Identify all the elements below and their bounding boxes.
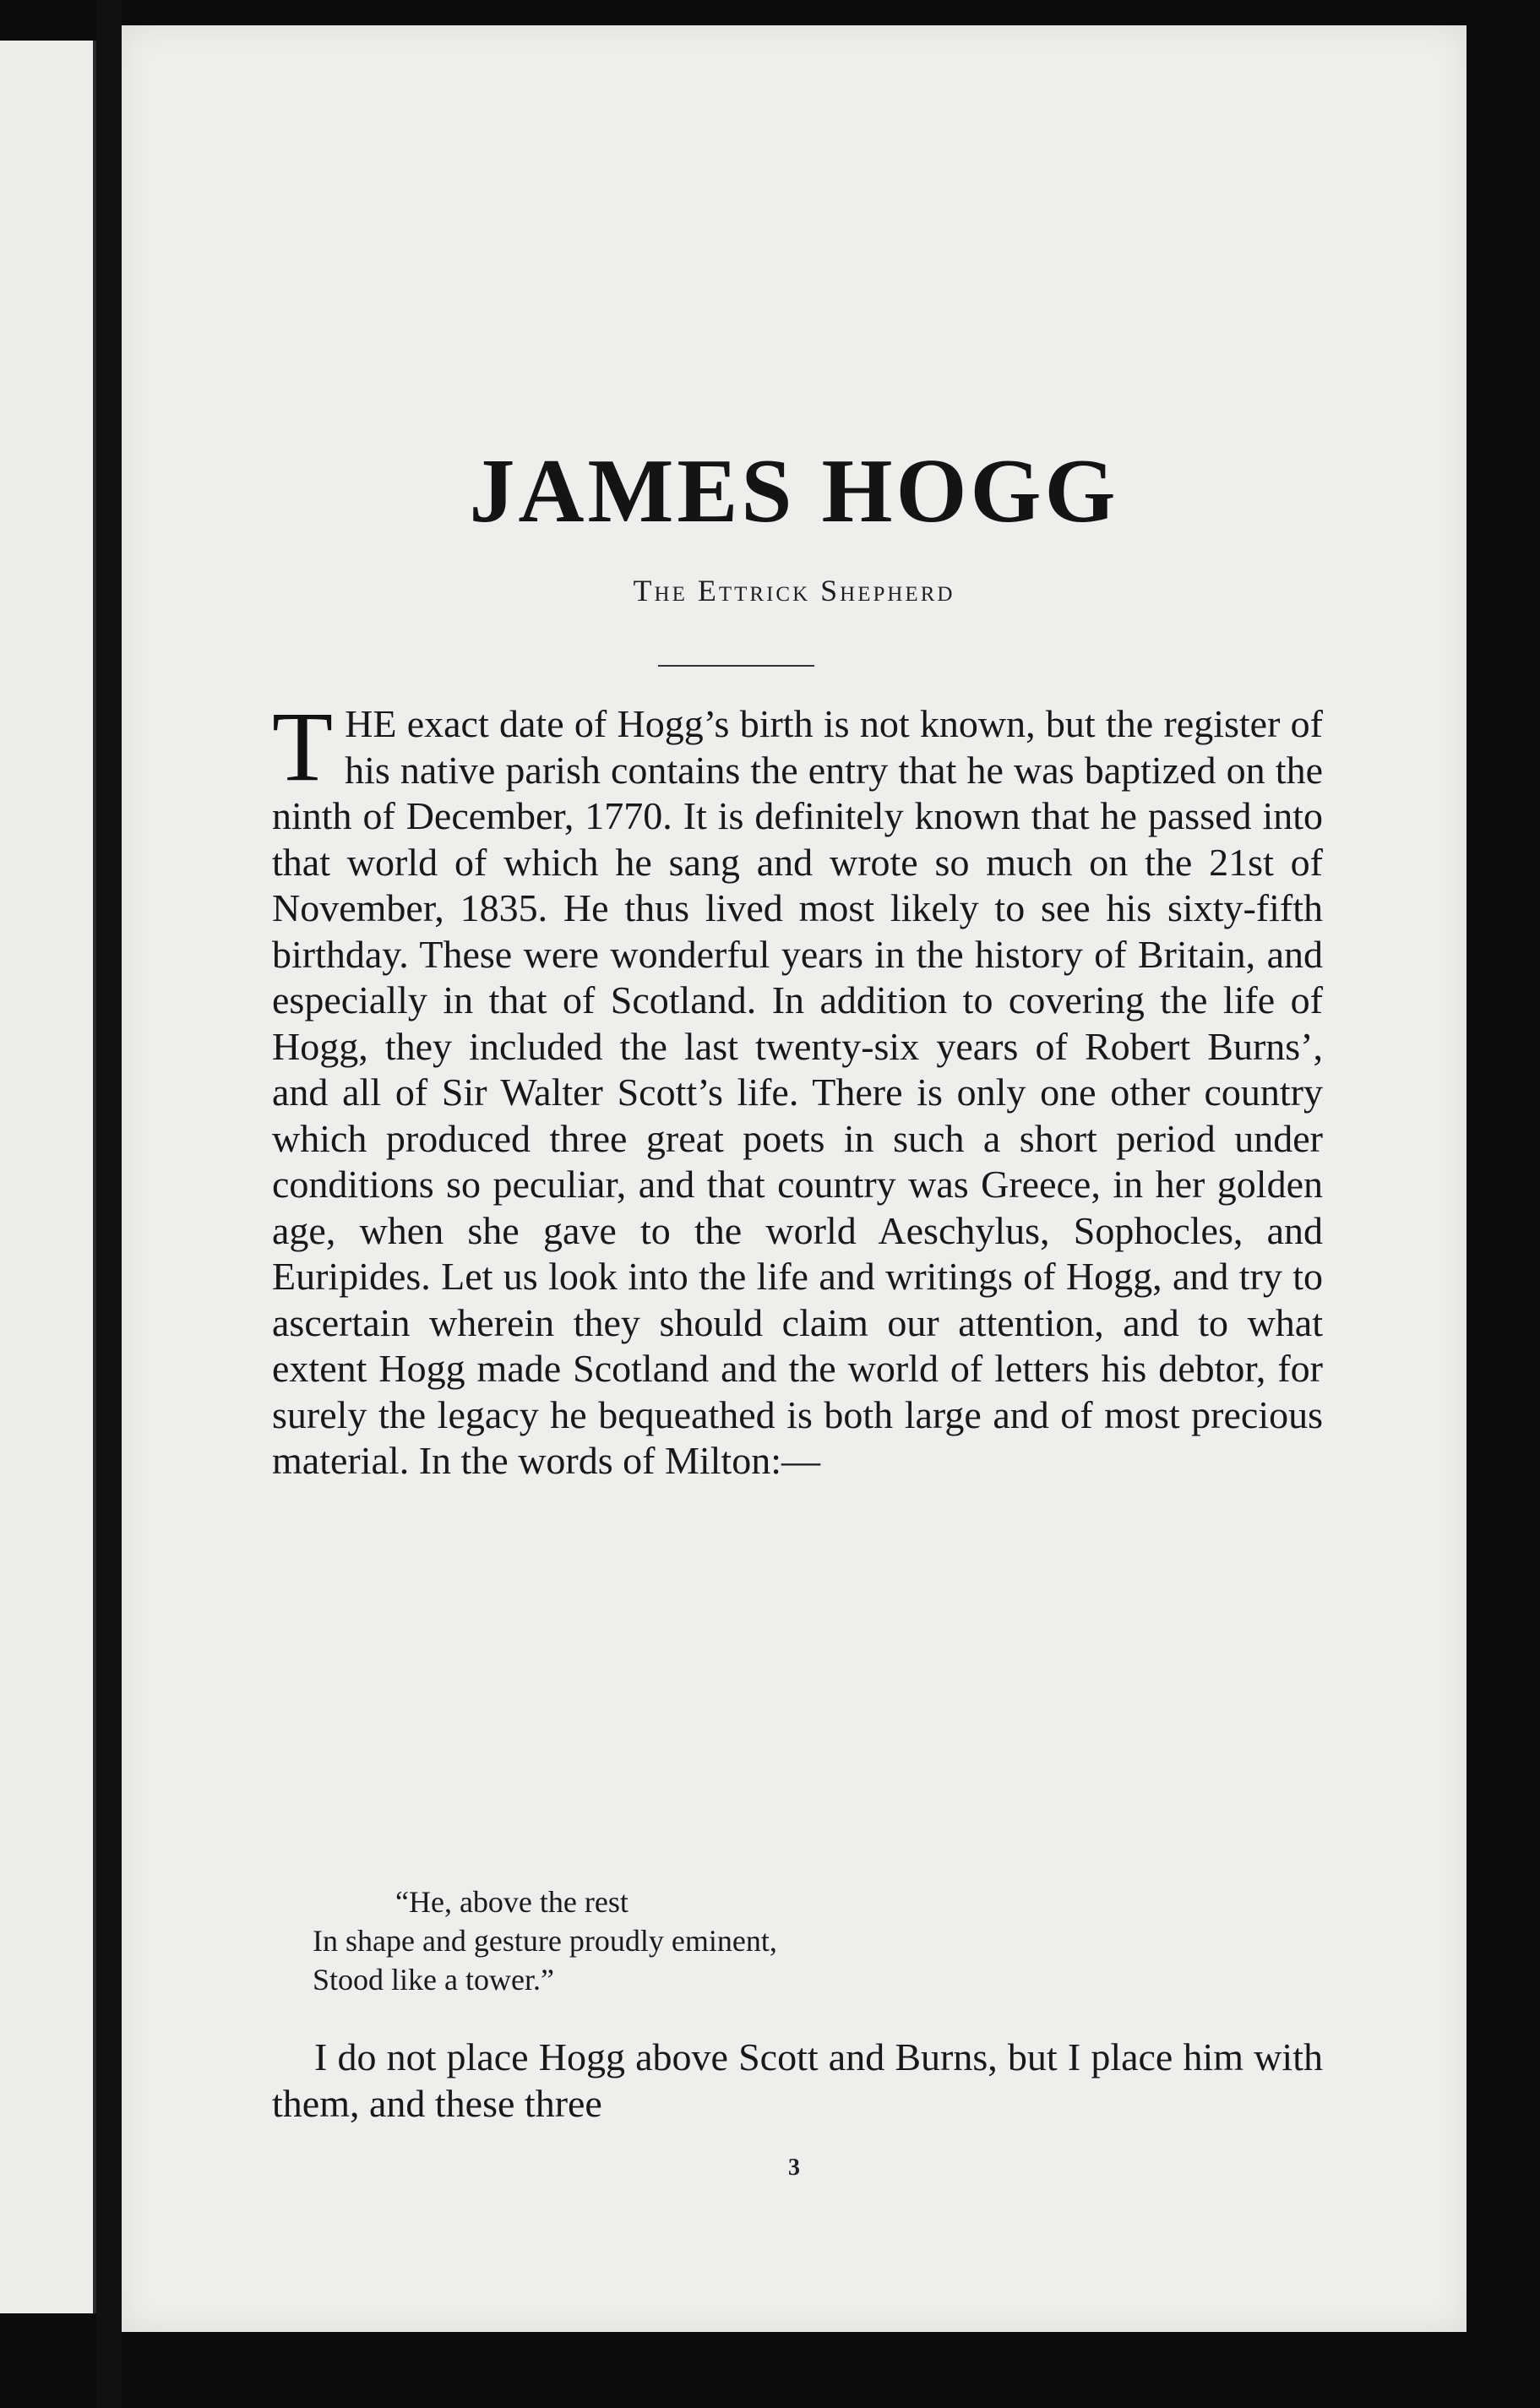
page-subtitle: The Ettrick Shepherd [633,574,955,607]
quote-line: In shape and gesture proudly eminent, [313,1924,777,1958]
book-page [122,25,1467,2332]
page-title: JAMES HOGG [469,441,1119,542]
quote-line: “He, above the rest [395,1885,629,1919]
facing-page-edge [0,41,96,2313]
drop-cap: T [272,691,334,802]
body-paragraph-2: I do not place Hogg above Scott and Burns, but I place him with them, and these three [272,2035,1323,2125]
paragraph-1-text: HE exact date of Hogg’s birth is not known, but the register of his native parish contains the entry that he was baptized on the ninth of December, 1770. It is definitely known that he passed into that world of which he sang and wrote so much on the 21st of November, 1835. He thus lived most likely to see his sixty-fifth birthday. These were wonderful years in the history of Britain, and especially in that of Scotland. In addition to covering the life of Hogg, they included the last twenty-six years of Robert Burns’, and all of Sir Walter Scott’s life. There is only one other country which produced three great poets in such a short period under conditions so peculiar, and that country was Greece, in her golden age, when she gave to the world Aeschylus, Sophocles, and Euripides. Let us look into the life and writings of Hogg, and try to ascertain wherein they should claim our attention, and to what extent Hogg made Scotland and the world of letters his debtor, for surely the legacy he bequeathed is both large and of most precious material. In the words of Milton:— [272,702,1323,1482]
book-gutter [96,0,122,2408]
milton-quote [313,1882,1157,1999]
quote-line: Stood like a tower.” [313,1963,554,1997]
body-paragraph-1 [272,691,1323,1485]
title-divider [658,665,814,667]
page-number: 3 [788,2155,800,2181]
